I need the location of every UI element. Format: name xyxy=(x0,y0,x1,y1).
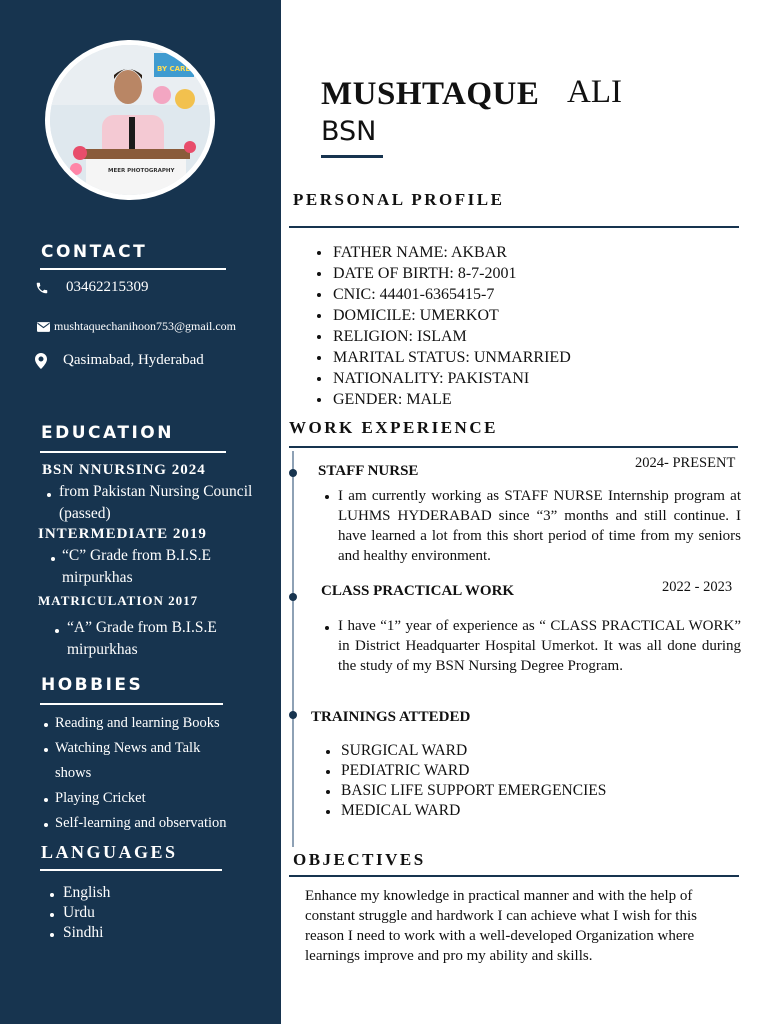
timeline-line xyxy=(292,451,294,847)
email-icon xyxy=(37,322,50,332)
photo-banner-text: BY CARE xyxy=(157,65,191,73)
profile-item: RELIGION: ISLAM xyxy=(315,326,571,347)
contact-heading: CONTACT xyxy=(41,242,148,262)
hobby-item: Watching News and Talk xyxy=(55,740,201,756)
training-item: BASIC LIFE SUPPORT EMERGENCIES xyxy=(323,781,606,801)
education-title-bsn: BSN NNURSING 2024 xyxy=(42,462,206,478)
profile-photo-image xyxy=(50,45,210,195)
language-item: English xyxy=(63,884,111,901)
personal-profile-list xyxy=(315,242,571,410)
language-bullet xyxy=(50,913,54,917)
education-title-matriculation: MATRICULATION 2017 xyxy=(38,593,199,608)
hobby-item: Self-learning and observation xyxy=(55,815,227,831)
language-bullet xyxy=(50,893,54,897)
location-pin-icon xyxy=(35,353,47,369)
job-title: CLASS PRACTICAL WORK xyxy=(321,583,515,599)
language-item: Sindhi xyxy=(63,924,104,941)
profile-photo xyxy=(50,45,210,195)
education-detail: “C” Grade from B.I.S.E xyxy=(62,547,211,564)
profile-item: FATHER NAME: AKBAR xyxy=(315,242,571,263)
job-title: STAFF NURSE xyxy=(318,463,419,479)
languages-divider xyxy=(40,869,222,871)
work-experience-heading: WORK EXPERIENCE xyxy=(289,418,498,437)
hobby-bullet xyxy=(44,748,48,752)
hobby-item-continued: shows xyxy=(55,765,92,781)
first-name: MUSHTAQUE xyxy=(321,76,540,112)
profile-item: DATE OF BIRTH: 8-7-2001 xyxy=(315,263,571,284)
profile-item: NATIONALITY: PAKISTANI xyxy=(315,368,571,389)
profile-item: DOMICILE: UMERKOT xyxy=(315,305,571,326)
hobbies-heading: HOBBIES xyxy=(41,675,144,695)
education-bullet xyxy=(51,557,55,561)
personal-profile-heading: PERSONAL PROFILE xyxy=(293,190,505,209)
profile-item: GENDER: MALE xyxy=(315,389,571,410)
education-detail: mirpurkhas xyxy=(62,569,133,586)
name-underline xyxy=(321,155,383,158)
hobby-item: Reading and learning Books xyxy=(55,715,220,731)
education-bullet xyxy=(55,629,59,633)
contact-email-row xyxy=(37,319,236,334)
job-bullet xyxy=(325,495,329,499)
education-divider xyxy=(40,451,226,453)
objectives-divider xyxy=(289,875,739,877)
photo-caption-text: MEER PHOTOGRAPHY xyxy=(108,168,175,174)
education-detail: “A” Grade from B.I.S.E xyxy=(67,619,217,636)
sidebar xyxy=(0,0,281,1024)
hobby-bullet xyxy=(44,798,48,802)
objectives-heading: OBJECTIVES xyxy=(293,850,426,869)
hobby-bullet xyxy=(44,823,48,827)
job-date: 2024- PRESENT xyxy=(635,455,736,471)
job-bullet xyxy=(325,626,329,630)
timeline-dot xyxy=(289,593,297,601)
profile-photo-frame xyxy=(45,40,215,200)
timeline-dot xyxy=(289,469,297,477)
training-item: PEDIATRIC WARD xyxy=(323,761,606,781)
language-bullet xyxy=(50,933,54,937)
timeline-dot xyxy=(289,711,297,719)
job-description: I have “1” year of experience as “ CLASS PRACTICAL WORK” in District Headquarter Hospital Umerkot. It was all done during the study of my BSN Nursing Degree Program. xyxy=(338,618,741,674)
education-heading: EDUCATION xyxy=(41,423,174,443)
contact-address-row xyxy=(35,352,204,369)
job-date: 2022 - 2023 xyxy=(662,579,733,595)
education-bullet xyxy=(47,493,51,497)
hobby-bullet xyxy=(44,723,48,727)
personal-profile-divider xyxy=(289,226,739,228)
contact-phone-row xyxy=(35,279,149,296)
last-name: ALI xyxy=(567,74,622,110)
trainings-list xyxy=(323,741,606,821)
hobbies-divider xyxy=(40,703,223,705)
education-detail: mirpurkhas xyxy=(67,641,138,658)
training-item: MEDICAL WARD xyxy=(323,801,606,821)
profile-item: CNIC: 44401-6365415-7 xyxy=(315,284,571,305)
job-description: I am currently working as STAFF NURSE Internship program at LUHMS HYDERABAD since “3” months and still continue. I have learned a lot from this short period of time from my seniors and healthy environment. xyxy=(338,488,741,564)
education-title-intermediate: INTERMEDIATE 2019 xyxy=(38,526,207,542)
objectives-text: Enhance my knowledge in practical manner and with the help of constant struggle and hardwork I can achieve what I wish for this reason I need to work with a well-developed Organization where learnings improve and pro my ability and skills. xyxy=(305,888,697,964)
contact-address: Qasimabad, Hyderabad xyxy=(63,352,204,368)
languages-heading: LANGUAGES xyxy=(41,842,178,862)
trainings-title: TRAININGS ATTEDED xyxy=(311,709,471,725)
contact-phone[interactable]: 03462215309 xyxy=(66,279,149,295)
contact-email[interactable]: mushtaquechanihoon753@gmail.com xyxy=(54,319,237,333)
hobby-item: Playing Cricket xyxy=(55,790,146,806)
contact-divider xyxy=(40,268,226,270)
degree-title: BSN xyxy=(321,116,377,147)
education-detail: from Pakistan Nursing Council xyxy=(59,483,253,500)
profile-item: MARITAL STATUS: UNMARRIED xyxy=(315,347,571,368)
education-detail: (passed) xyxy=(59,505,111,522)
phone-icon xyxy=(35,281,49,295)
training-item: SURGICAL WARD xyxy=(323,741,606,761)
language-item: Urdu xyxy=(63,904,95,921)
work-experience-divider xyxy=(289,446,738,448)
